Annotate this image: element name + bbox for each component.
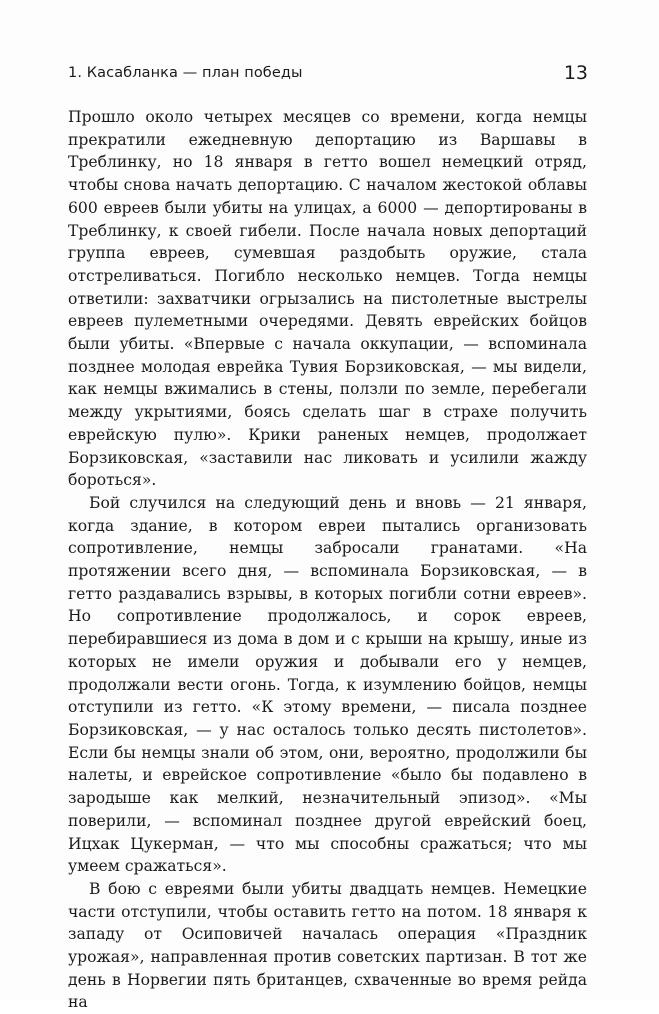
running-head <box>68 62 588 86</box>
paragraph-3: В бою с евреями были убиты двадцать немцев. Немецкие части отступили, чтобы оставить гетто на потом. 18 января к западу от Осиповичей началась операция «Праздник урожая», направленная против советских партизан. В тот же день в Норвегии пять британцев, схваченные во время рейда на <box>68 879 587 1012</box>
paragraph-2: Бой случился на следующий день и вновь — 21 января, когда здание, в котором евреи пытались организовать сопротивление, немцы забросали гранатами. «На протяжении всего дня, — вспоминала Борзиковская, — в гетто раздавались взрывы, в которых погибли сотни евреев». Но сопротивление продолжалось, и сорок евреев, перебиравшиеся из дома в дом и с крыши на крышу, иные из которых не имели оружия и добывали его у немцев, продолжали вести огонь. Тогда, к изумлению бойцов, немцы отступили из гетто. «К этому времени, — писала позднее Борзиковская, — у нас осталось только десять пистолетов». Если бы немцы знали об этом, они, вероятно, продолжили бы налеты, и еврейское сопротивление «было бы подавлено в зародыше как мелкий, незначительный эпизод». «Мы поверили, — вспоминал позднее другой еврейский боец, Ицхак Цукерман, — что мы способны сражаться; что мы умеем сражаться». <box>68 493 587 876</box>
body-text <box>68 106 587 1014</box>
chapter-title: 1. Касабланка — план победы <box>68 65 303 81</box>
paragraph-1: Прошло около четырех месяцев со времени, когда немцы прекратили ежедневную депортацию из Варшавы в Треблинку, но 18 января в гетто вошел немецкий отряд, чтобы снова начать депортацию. С началом жестокой облавы 600 евреев были убиты на улицах, а 6000 — депортированы в Треблинку, к своей гибели. После начала новых депортаций группа евреев, сумевшая раздобыть оружие, стала отстреливаться. Погибло несколько немцев. Тогда немцы ответили: захватчики огрызались на пистолетные выстрелы евреев пулеметными очередями. Девять еврейских бойцов были убиты. «Впервые с начала оккупации, — вспоминала позднее молодая еврейка Тувия Борзиковская, — мы видели, как немцы вжимались в стены, ползли по земле, перебегали между укрытиями, боясь сделать шаг в страхе получить еврейскую пулю». Крики раненых немцев, продолжает Борзиковская, «заставили нас ликовать и усилили жажду бороться». <box>68 108 587 490</box>
page-number: 13 <box>563 62 588 84</box>
